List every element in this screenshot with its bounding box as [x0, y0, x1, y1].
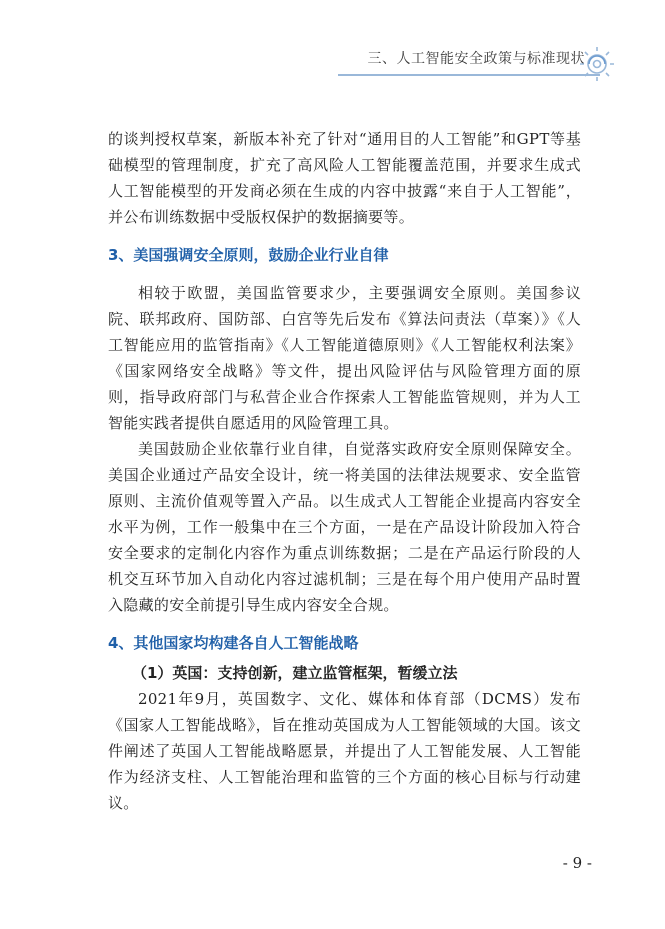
gear-icon — [577, 42, 617, 82]
header-rule — [338, 74, 600, 76]
page-number: - 9 - — [562, 854, 592, 872]
section-heading-4: 4、其他国家均构建各自人工智能战略 — [108, 634, 359, 652]
paragraph-uk-strategy: 2021年9月，英国数字、文化、媒体和体育部（DCMS）发布《国家人工智能战略》，旨在推动英国成为人工智能领域的大国。该文件阐述了英国人工智能战略愿景，并提出了人工智能发展、人工智能作为经济支柱、人工智能治理和监管的三个方面的核心目标与行动建议。 — [108, 690, 581, 812]
running-header-title: 三、人工智能安全政策与标准现状 — [367, 51, 585, 67]
subheading-uk: （1）英国：支持创新，建立监管框架，暂缓立法 — [132, 664, 458, 682]
paragraph-intro: 的谈判授权草案，新版本补充了针对“通用目的人工智能”和GPT等基础模型的管理制度，扩充了高风险人工智能覆盖范围，并要求生成式人工智能模型的开发商必须在生成的内容中披露“来自于人工智能”，并公布训练数据中受版权保护的数据摘要等。 — [108, 130, 581, 226]
paragraph-us-principles: 相较于欧盟，美国监管要求少，主要强调安全原则。美国参议院、联邦政府、国防部、白宫等先后发布《算法问责法（草案）》《人工智能应用的监管指南》《人工智能道德原则》《人工智能权利法案》《国家网络安全战略》等文件，提出风险评估与风险管理方面的原则，指导政府部门与私营企业合作探索人工智能监管规则，并为人工智能实践者提供自愿适用的风险管理工具。 — [108, 284, 581, 432]
page-body — [108, 126, 581, 816]
section-heading-3: 3、美国强调安全原则，鼓励企业行业自律 — [108, 246, 389, 264]
paragraph-us-self-regulation: 美国鼓励企业依靠行业自律，自觉落实政府安全原则保障安全。美国企业通过产品安全设计，统一将美国的法律法规要求、安全监管原则、主流价值观等置入产品。以生成式人工智能企业提高内容安全水平为例，工作一般集中在三个方面，一是在产品设计阶段加入符合安全要求的定制化内容作为重点训练数据；二是在产品运行阶段的人机交互环节加入自动化内容过滤机制；三是在每个用户使用产品时置入隐藏的安全前提引导生成内容安全合规。 — [108, 440, 581, 614]
page-header — [0, 0, 665, 95]
